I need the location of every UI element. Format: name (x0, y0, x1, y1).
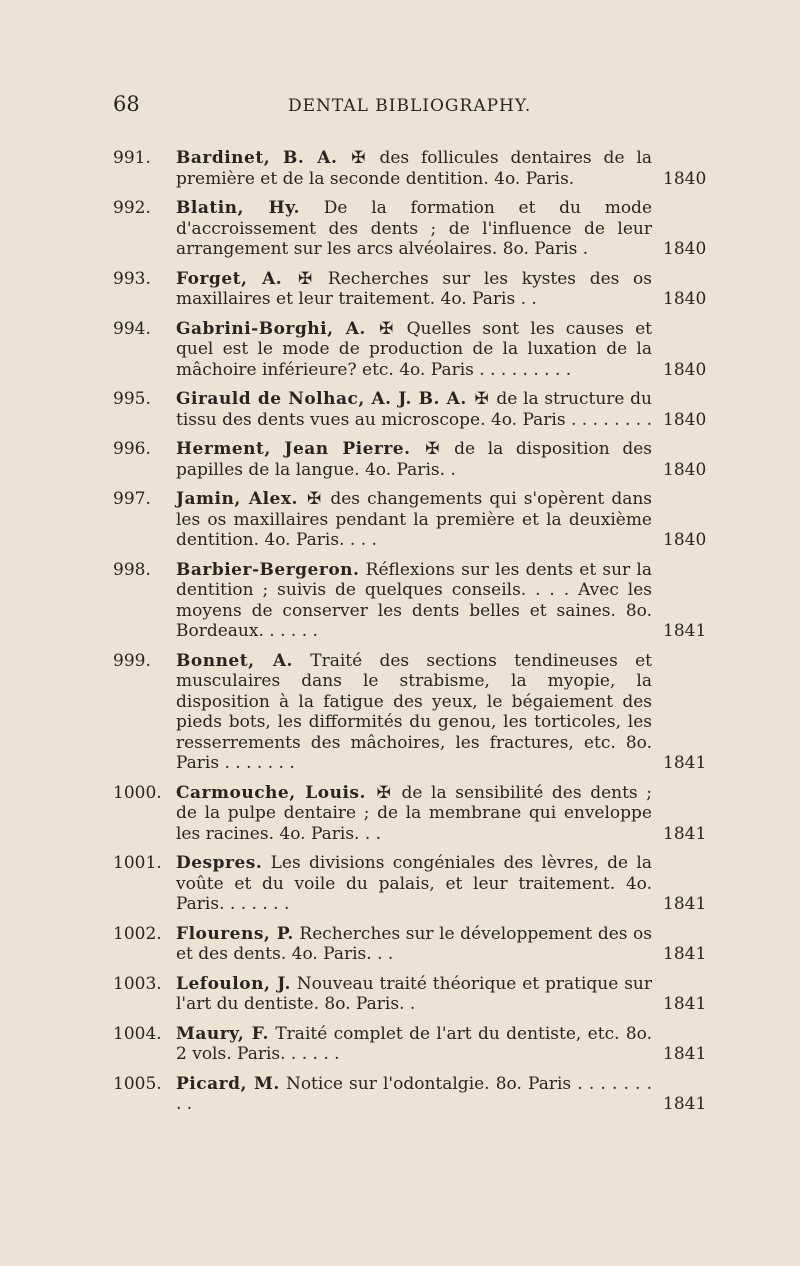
thesis-cross-icon: ✠ (307, 489, 322, 509)
entry-number: 993. (113, 268, 151, 289)
entry-title: Recherches sur les kystes des os maxillaires et leur traitement. 4o. Paris . . (176, 268, 653, 309)
thesis-cross-icon: ✠ (297, 268, 313, 289)
entry-number: 991. (113, 148, 151, 168)
entry-title: De la formation et du mode d'accroissement des dents ; de l'influence de leur arrangement sur les arcs alvéolaires. 8o. Paris . (176, 198, 653, 259)
entry-author: Bardinet, B. A. (176, 148, 338, 168)
entry-author: Gabrini-Borghi, A. (176, 318, 366, 339)
entry-title: Recherches sur le développement des os et des dents. 4o. Paris. . . (176, 923, 653, 964)
entry-title: Les divisions congéniales des lèvres, de la voûte et du voile du palais, et leur traitement. 4o. Paris. . . . . . . (176, 853, 653, 914)
thesis-cross-icon: ✠ (376, 782, 391, 803)
entry-title: Traité complet de l'art du dentiste, etc. 8o. 2 vols. Paris. . . . . . (176, 1023, 653, 1064)
entry-number: 998. (113, 559, 151, 580)
entry-year: 1840 (663, 409, 707, 430)
entry-number: 992. (113, 198, 151, 218)
entry-author: Maury, F. (176, 1023, 269, 1044)
entry-title: Quelles sont les causes et quel est le mode de production de la luxation de la mâchoire inférieure? etc. 4o. Paris . . . . . . . . . (176, 318, 653, 380)
entry-title: de la disposition des papilles de la langue. 4o. Paris. . (176, 439, 653, 480)
entry-year: 1841 (663, 994, 707, 1014)
bibliography-entry (0, 783, 800, 845)
bibliography-entry (0, 319, 800, 381)
entry-author: Girauld de Nolhac, A. J. B. A. (176, 389, 467, 409)
page-number: 68 (113, 92, 140, 116)
entry-year: 1840 (663, 289, 707, 309)
entry-title: Nouveau traité théorique et pratique sur l'art du dentiste. 8o. Paris. . (176, 973, 652, 1014)
bibliography-entry (0, 853, 800, 915)
entry-title: de la structure du tissu des dents vues au microscope. 4o. Paris . . . . . . . . (176, 389, 653, 430)
entry-year: 1841 (663, 1044, 707, 1064)
entry-year: 1840 (663, 168, 707, 189)
entry-year: 1841 (663, 621, 707, 641)
bibliography-entry (0, 1074, 800, 1115)
bibliography-entry (0, 389, 800, 430)
entry-title: des follicules dentaires de la première et de la seconde dentition. 4o. Paris. (176, 148, 652, 189)
entry-year: 1841 (663, 753, 707, 773)
entry-year: 1840 (663, 459, 707, 480)
entry-author: Lefoulon, J. (176, 973, 291, 994)
entry-number: 1000. (113, 782, 162, 803)
bibliography-entry (0, 489, 800, 551)
entry-author: Barbier-Bergeron. (176, 559, 360, 580)
bibliography-entry (0, 651, 800, 774)
entry-year: 1841 (663, 823, 707, 844)
entry-year: 1840 (663, 530, 707, 550)
entry-year: 1841 (663, 944, 707, 964)
entry-author: Bonnet, A. (176, 650, 293, 671)
bibliography-entry (0, 198, 800, 260)
entry-author: Jamin, Alex. (176, 489, 298, 509)
entry-author: Flourens, P. (176, 923, 294, 944)
entry-author: Herment, Jean Pierre. (176, 439, 411, 459)
bibliography-entry (0, 1024, 800, 1065)
bibliography-list (0, 148, 800, 1124)
entry-author: Carmouche, Louis. (176, 782, 366, 803)
bibliography-entry (0, 148, 800, 189)
entry-number: 994. (113, 318, 151, 339)
thesis-cross-icon: ✠ (474, 389, 489, 409)
thesis-cross-icon: ✠ (425, 439, 440, 459)
entry-title: Notice sur l'odontalgie. 8o. Paris . . . . . . . . . (176, 1073, 653, 1114)
entry-title: des changements qui s'opèrent dans les os maxillaires pendant la première et la deuxième dentition. 4o. Paris. . . . (176, 489, 653, 550)
entry-number: 1005. (113, 1073, 162, 1094)
thesis-cross-icon: ✠ (351, 148, 366, 168)
entry-year: 1840 (663, 359, 707, 380)
entry-author: Despres. (176, 853, 263, 873)
entry-title: Traité des sections tendineuses et musculaires dans le strabisme, la myopie, la disposition à la fatigue des yeux, le bégaiement des pieds bots, les difformités du genou, les torticoles, les resserrements des mâchoires, les fractures, etc. 8o. Paris . . . . . . . (176, 650, 652, 773)
running-title: DENTAL BIBLIOGRAPHY. (288, 96, 532, 116)
bibliography-entry (0, 269, 800, 310)
thesis-cross-icon: ✠ (379, 318, 394, 339)
entry-number: 997. (113, 489, 151, 509)
entry-number: 995. (113, 389, 151, 409)
entry-title: Réflexions sur les dents et sur la dentition ; suivis de quelques conseils. . . . Avec les moyens de conserver les dents belles et saines. 8o. Bordeaux. . . . . . (176, 559, 652, 641)
entry-year: 1840 (663, 239, 707, 259)
bibliography-entry (0, 974, 800, 1015)
entry-number: 1003. (113, 973, 162, 994)
entry-title: de la sensibilité des dents ; de la pulpe dentaire ; de la membrane qui enveloppe les racines. 4o. Paris. . . (176, 782, 653, 844)
entry-author: Forget, A. (176, 268, 283, 289)
entry-number: 1002. (113, 923, 162, 944)
entry-author: Picard, M. (176, 1073, 280, 1094)
bibliography-entry (0, 439, 800, 480)
entry-number: 1001. (113, 853, 162, 873)
bibliography-entry (0, 560, 800, 642)
entry-author: Blatin, Hy. (176, 198, 301, 218)
entry-number: 999. (113, 650, 151, 671)
entry-number: 1004. (113, 1023, 162, 1044)
entry-year: 1841 (663, 1094, 707, 1114)
entry-number: 996. (113, 439, 151, 459)
entry-year: 1841 (663, 894, 707, 914)
bibliography-entry (0, 924, 800, 965)
